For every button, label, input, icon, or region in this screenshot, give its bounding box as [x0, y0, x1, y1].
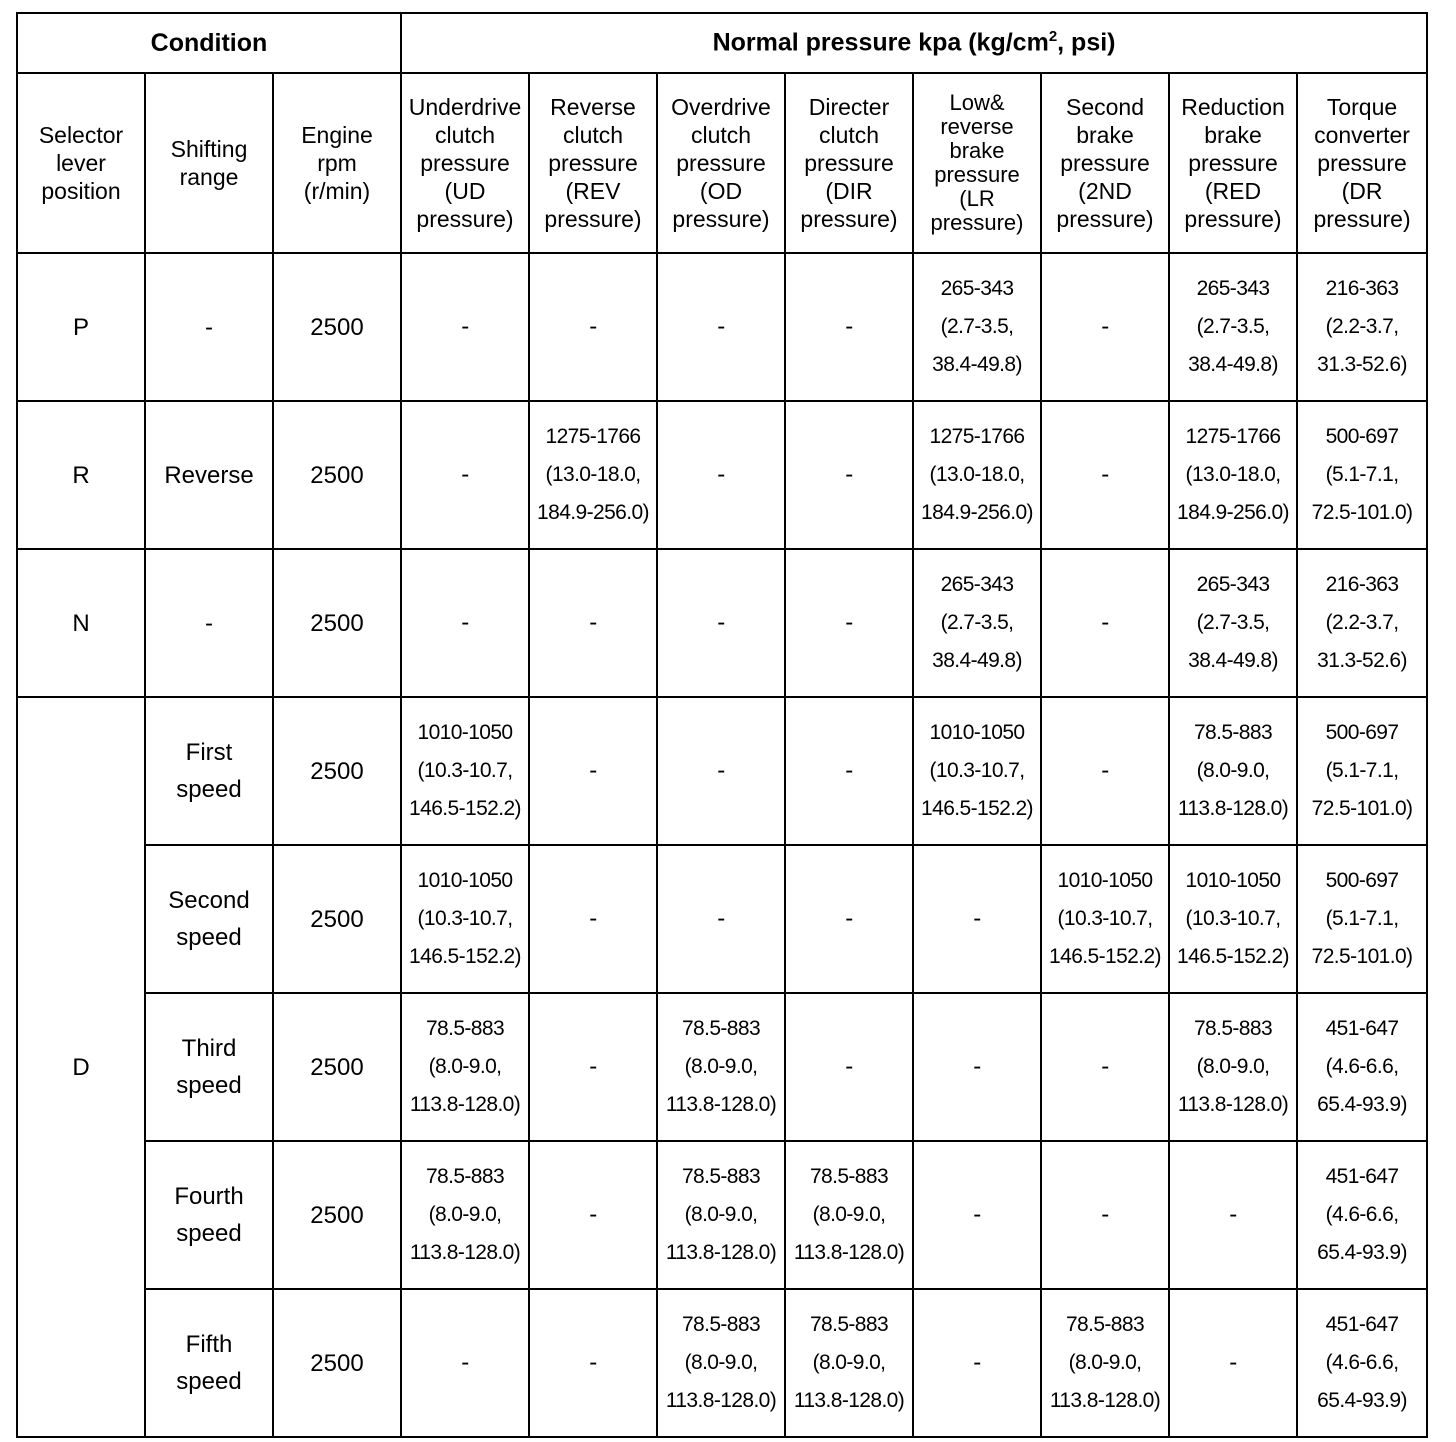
cell-line: (13.0-18.0,	[929, 463, 1025, 486]
cell-line: speed	[176, 1072, 242, 1099]
cell-line: lever	[56, 150, 106, 176]
cell-line: (4.6-6.6,	[1325, 1055, 1399, 1078]
cell-line: (2.2-3.7,	[1325, 315, 1399, 338]
rpm-cell: 2500	[273, 253, 401, 401]
cell-line: clutch	[562, 122, 624, 148]
cell-line: clutch	[818, 122, 880, 148]
cell-line: 113.8-128.0)	[665, 1389, 777, 1412]
pressure-header-superscript: 2	[1048, 28, 1058, 46]
cell-line: reverse	[940, 114, 1014, 139]
cell-line: rpm	[317, 150, 357, 176]
column-header-row	[17, 73, 1427, 253]
pressure-group-header	[401, 13, 1427, 73]
cell-line: -	[589, 1201, 597, 1228]
od-pressure-cell	[657, 1289, 785, 1437]
selector-cell: N	[17, 549, 145, 697]
rpm-header	[273, 73, 401, 253]
cell-line: 65.4-93.9)	[1317, 1241, 1407, 1264]
cell-line: (2.7-3.5,	[1196, 315, 1270, 338]
dir-pressure-cell	[785, 697, 913, 845]
cell-line: 265-343	[1196, 277, 1270, 300]
red-pressure-cell	[1169, 697, 1297, 845]
cell-line: (2.7-3.5,	[1196, 611, 1270, 634]
pressure-header-prefix: Normal pressure kpa (kg/cm	[712, 28, 1049, 57]
cell-line: 265-343	[940, 277, 1014, 300]
cell-line: -	[845, 313, 853, 340]
lr-pressure-cell	[913, 1289, 1041, 1437]
cell-line: range	[179, 164, 239, 190]
cell-line: (5.1-7.1,	[1325, 907, 1399, 930]
2nd-pressure-cell	[1041, 1289, 1169, 1437]
cell-line: -	[717, 905, 725, 932]
cell-line: -	[461, 313, 469, 340]
cell-line: speed	[176, 776, 242, 803]
red-pressure-cell	[1169, 1141, 1297, 1289]
table-row	[17, 253, 1427, 401]
cell-line: (13.0-18.0,	[545, 463, 641, 486]
red-pressure-cell	[1169, 993, 1297, 1141]
cell-line: (10.3-10.7,	[417, 907, 513, 930]
cell-line: pressure)	[800, 206, 898, 232]
2nd-pressure-cell	[1041, 1141, 1169, 1289]
dir-pressure-cell	[785, 1141, 913, 1289]
cell-line: (2.7-3.5,	[940, 315, 1014, 338]
cell-line: pressure)	[1184, 206, 1282, 232]
2nd-pressure-cell	[1041, 401, 1169, 549]
red-pressure-cell	[1169, 549, 1297, 697]
cell-line: pressure)	[1313, 206, 1411, 232]
rev-pressure-cell	[529, 401, 657, 549]
cell-line: -	[717, 757, 725, 784]
ud-pressure-cell	[401, 253, 529, 401]
cell-line: 1010-1050	[929, 721, 1025, 744]
rev-pressure-cell	[529, 845, 657, 993]
lr-pressure-cell	[913, 549, 1041, 697]
cell-line: (2.7-3.5,	[940, 611, 1014, 634]
cell-line: (8.0-9.0,	[684, 1055, 758, 1078]
cell-line: (5.1-7.1,	[1325, 759, 1399, 782]
cell-line: -	[1229, 1201, 1237, 1228]
cell-line: (10.3-10.7,	[1185, 907, 1281, 930]
rev-pressure-cell	[529, 549, 657, 697]
range-cell	[145, 697, 273, 845]
cell-line: (RED	[1204, 178, 1262, 204]
cell-line: 265-343	[940, 573, 1014, 596]
cell-line: pressure)	[930, 210, 1024, 235]
cell-line: brake	[949, 138, 1005, 163]
cell-line: 31.3-52.6)	[1317, 353, 1407, 376]
range-header	[145, 73, 273, 253]
dr-pressure-cell	[1297, 1141, 1427, 1289]
cell-line: -	[1101, 461, 1109, 488]
cell-line: 1010-1050	[1185, 869, 1281, 892]
cell-line: -	[973, 905, 981, 932]
cell-line: 78.5-883	[809, 1313, 889, 1336]
cell-line: 31.3-52.6)	[1317, 649, 1407, 672]
cell-line: 78.5-883	[681, 1313, 761, 1336]
lr-pressure-cell	[913, 845, 1041, 993]
cell-line: 65.4-93.9)	[1317, 1093, 1407, 1116]
range-cell	[145, 1141, 273, 1289]
cell-line: -	[461, 609, 469, 636]
selector-cell: D	[17, 697, 145, 1437]
cell-line: (4.6-6.6,	[1325, 1351, 1399, 1374]
2nd-pressure-cell	[1041, 697, 1169, 845]
cell-line: -	[717, 461, 725, 488]
cell-line: pressure)	[416, 206, 514, 232]
cell-line: pressure	[420, 150, 510, 176]
cell-line: -	[717, 609, 725, 636]
cell-line: pressure	[676, 150, 766, 176]
rpm-cell: 2500	[273, 697, 401, 845]
cell-line: 265-343	[1196, 573, 1270, 596]
cell-line: 38.4-49.8)	[932, 353, 1022, 376]
rpm-cell: 2500	[273, 549, 401, 697]
cell-line: 1275-1766	[545, 425, 641, 448]
dr-pressure-cell	[1297, 845, 1427, 993]
cell-line: (10.3-10.7,	[1057, 907, 1153, 930]
cell-line: (8.0-9.0,	[1196, 1055, 1270, 1078]
cell-line: Third	[181, 1035, 237, 1062]
cell-line: 78.5-883	[425, 1017, 505, 1040]
table-row	[17, 993, 1427, 1141]
cell-line: 146.5-152.2)	[409, 945, 521, 968]
cell-line: pressure	[1060, 150, 1150, 176]
ud-pressure-cell	[401, 845, 529, 993]
cell-line: pressure)	[672, 206, 770, 232]
rev-header	[529, 73, 657, 253]
rpm-cell: 2500	[273, 993, 401, 1141]
condition-group-header: Condition	[17, 13, 401, 73]
pressure-header-suffix: , psi)	[1057, 28, 1116, 57]
cell-line: -	[205, 609, 213, 637]
cell-line: clutch	[434, 122, 496, 148]
red-pressure-cell	[1169, 1289, 1297, 1437]
cell-line: -	[1101, 1053, 1109, 1080]
2nd-pressure-cell	[1041, 549, 1169, 697]
cell-line: -	[1101, 609, 1109, 636]
cell-line: pressure	[1317, 150, 1407, 176]
cell-line: Low&	[949, 90, 1005, 115]
dir-pressure-cell	[785, 549, 913, 697]
cell-line: Underdrive	[408, 94, 522, 120]
table-row	[17, 697, 1427, 845]
dir-pressure-cell	[785, 1289, 913, 1437]
cell-line: -	[589, 905, 597, 932]
rev-pressure-cell	[529, 1141, 657, 1289]
rev-pressure-cell	[529, 1289, 657, 1437]
cell-line: 113.8-128.0)	[665, 1241, 777, 1264]
ud-pressure-cell	[401, 993, 529, 1141]
cell-line: -	[589, 757, 597, 784]
cell-line: 113.8-128.0)	[1049, 1389, 1161, 1412]
cell-line: 1010-1050	[417, 869, 513, 892]
cell-line: pressure	[1188, 150, 1278, 176]
rpm-cell: 2500	[273, 401, 401, 549]
red-header	[1169, 73, 1297, 253]
cell-line: (8.0-9.0,	[1196, 759, 1270, 782]
cell-line: (2ND	[1078, 178, 1132, 204]
cell-line: speed	[176, 924, 242, 951]
cell-line: 451-647	[1325, 1017, 1399, 1040]
ud-header	[401, 73, 529, 253]
table-row	[17, 1289, 1427, 1437]
cell-line: (8.0-9.0,	[684, 1351, 758, 1374]
cell-line: (r/min)	[303, 178, 371, 204]
cell-line: -	[1229, 1349, 1237, 1376]
table-body	[17, 253, 1427, 1437]
od-pressure-cell	[657, 253, 785, 401]
cell-line: (2.2-3.7,	[1325, 611, 1399, 634]
cell-line: (8.0-9.0,	[812, 1203, 886, 1226]
lr-pressure-cell	[913, 253, 1041, 401]
cell-line: Selector	[38, 122, 124, 148]
rev-pressure-cell	[529, 993, 657, 1141]
rev-pressure-cell	[529, 697, 657, 845]
cell-line: 1275-1766	[929, 425, 1025, 448]
ud-pressure-cell	[401, 1289, 529, 1437]
cell-line: 184.9-256.0)	[921, 501, 1033, 524]
od-pressure-cell	[657, 1141, 785, 1289]
od-pressure-cell	[657, 845, 785, 993]
cell-line: pressure)	[1056, 206, 1154, 232]
cell-line: 146.5-152.2)	[409, 797, 521, 820]
cell-line: Second	[168, 887, 250, 914]
cell-line: -	[1101, 313, 1109, 340]
rev-pressure-cell	[529, 253, 657, 401]
cell-line: Second	[1065, 94, 1144, 120]
cell-line: Shifting	[170, 136, 248, 162]
cell-line: (4.6-6.6,	[1325, 1203, 1399, 1226]
dr-pressure-cell	[1297, 549, 1427, 697]
cell-line: 500-697	[1325, 869, 1399, 892]
range-cell	[145, 253, 273, 401]
cell-line: (DR	[1341, 178, 1383, 204]
cell-line: (DIR	[825, 178, 873, 204]
lr-header	[913, 73, 1041, 253]
cell-line: (8.0-9.0,	[428, 1203, 502, 1226]
cell-line: 1010-1050	[417, 721, 513, 744]
cell-line: Directer	[808, 94, 890, 120]
cell-line: 184.9-256.0)	[1177, 501, 1289, 524]
cell-line: 113.8-128.0)	[409, 1241, 521, 1264]
cell-line: (8.0-9.0,	[684, 1203, 758, 1226]
dir-pressure-cell	[785, 993, 913, 1141]
range-cell	[145, 549, 273, 697]
cell-line: Reverse	[550, 94, 636, 120]
table-row	[17, 1141, 1427, 1289]
od-pressure-cell	[657, 549, 785, 697]
cell-line: 72.5-101.0)	[1311, 501, 1413, 524]
cell-line: 72.5-101.0)	[1311, 797, 1413, 820]
cell-line: Overdrive	[671, 94, 771, 120]
ud-pressure-cell	[401, 401, 529, 549]
cell-line: 451-647	[1325, 1313, 1399, 1336]
cell-line: First	[185, 739, 233, 766]
cell-line: (OD	[699, 178, 743, 204]
cell-line: 500-697	[1325, 721, 1399, 744]
cell-line: 500-697	[1325, 425, 1399, 448]
lr-pressure-cell	[913, 993, 1041, 1141]
od-pressure-cell	[657, 993, 785, 1141]
cell-line: position	[41, 178, 121, 204]
cell-line: (8.0-9.0,	[1068, 1351, 1142, 1374]
cell-line: 113.8-128.0)	[665, 1093, 777, 1116]
cell-line: 38.4-49.8)	[932, 649, 1022, 672]
cell-line: -	[461, 1349, 469, 1376]
cell-line: 113.8-128.0)	[793, 1389, 905, 1412]
range-cell	[145, 1289, 273, 1437]
cell-line: pressure)	[544, 206, 642, 232]
range-cell	[145, 401, 273, 549]
cell-line: -	[1101, 1201, 1109, 1228]
dir-header	[785, 73, 913, 253]
cell-line: -	[461, 461, 469, 488]
cell-line: 78.5-883	[1193, 1017, 1273, 1040]
cell-line: (13.0-18.0,	[1185, 463, 1281, 486]
cell-line: -	[845, 1053, 853, 1080]
cell-line: Reverse	[164, 461, 254, 489]
lr-pressure-cell	[913, 401, 1041, 549]
cell-line: 146.5-152.2)	[1177, 945, 1289, 968]
2nd-header	[1041, 73, 1169, 253]
dr-pressure-cell	[1297, 1289, 1427, 1437]
table-row	[17, 845, 1427, 993]
cell-line: 78.5-883	[1065, 1313, 1145, 1336]
dir-pressure-cell	[785, 401, 913, 549]
ud-pressure-cell	[401, 697, 529, 845]
selector-cell: P	[17, 253, 145, 401]
cell-line: speed	[176, 1220, 242, 1247]
cell-line: pressure	[934, 162, 1020, 187]
od-pressure-cell	[657, 697, 785, 845]
cell-line: 216-363	[1325, 573, 1399, 596]
cell-line: Engine	[301, 122, 373, 148]
cell-line: 146.5-152.2)	[1049, 945, 1161, 968]
cell-line: Fifth	[185, 1331, 233, 1358]
2nd-pressure-cell	[1041, 993, 1169, 1141]
cell-line: -	[845, 609, 853, 636]
cell-line: 38.4-49.8)	[1188, 649, 1278, 672]
cell-line: (8.0-9.0,	[428, 1055, 502, 1078]
cell-line: 38.4-49.8)	[1188, 353, 1278, 376]
cell-line: 113.8-128.0)	[1177, 797, 1289, 820]
rpm-cell: 2500	[273, 1289, 401, 1437]
cell-line: pressure	[548, 150, 638, 176]
cell-line: 1010-1050	[1057, 869, 1153, 892]
cell-line: 113.8-128.0)	[1177, 1093, 1289, 1116]
cell-line: Torque	[1326, 94, 1398, 120]
cell-line: -	[845, 905, 853, 932]
cell-line: 146.5-152.2)	[921, 797, 1033, 820]
dr-pressure-cell	[1297, 253, 1427, 401]
cell-line: 113.8-128.0)	[409, 1093, 521, 1116]
red-pressure-cell	[1169, 401, 1297, 549]
cell-line: -	[973, 1053, 981, 1080]
ud-pressure-cell	[401, 1141, 529, 1289]
cell-line: -	[589, 1053, 597, 1080]
range-cell	[145, 993, 273, 1141]
cell-line: (LR	[959, 186, 995, 211]
cell-line: (8.0-9.0,	[812, 1351, 886, 1374]
cell-line: 65.4-93.9)	[1317, 1389, 1407, 1412]
cell-line: 184.9-256.0)	[537, 501, 649, 524]
red-pressure-cell	[1169, 253, 1297, 401]
cell-line: 451-647	[1325, 1165, 1399, 1188]
dr-pressure-cell	[1297, 401, 1427, 549]
cell-line: brake	[1076, 122, 1134, 148]
group-header-row	[17, 13, 1427, 73]
cell-line: -	[205, 313, 213, 341]
cell-line: 78.5-883	[681, 1165, 761, 1188]
dr-pressure-cell	[1297, 697, 1427, 845]
cell-line: -	[845, 757, 853, 784]
cell-line: 216-363	[1325, 277, 1399, 300]
pressure-table	[16, 12, 1428, 1438]
dir-pressure-cell	[785, 253, 913, 401]
cell-line: (5.1-7.1,	[1325, 463, 1399, 486]
cell-line: -	[973, 1349, 981, 1376]
cell-line: 113.8-128.0)	[793, 1241, 905, 1264]
table-row	[17, 401, 1427, 549]
red-pressure-cell	[1169, 845, 1297, 993]
dir-pressure-cell	[785, 845, 913, 993]
cell-line: (10.3-10.7,	[929, 759, 1025, 782]
lr-pressure-cell	[913, 697, 1041, 845]
rpm-cell: 2500	[273, 845, 401, 993]
cell-line: -	[845, 461, 853, 488]
ud-pressure-cell	[401, 549, 529, 697]
rpm-cell: 2500	[273, 1141, 401, 1289]
cell-line: -	[973, 1201, 981, 1228]
cell-line: 78.5-883	[425, 1165, 505, 1188]
2nd-pressure-cell	[1041, 845, 1169, 993]
cell-line: -	[1101, 757, 1109, 784]
cell-line: converter	[1314, 122, 1410, 148]
cell-line: clutch	[690, 122, 752, 148]
range-cell	[145, 845, 273, 993]
selector-header	[17, 73, 145, 253]
cell-line: Fourth	[174, 1183, 244, 1210]
cell-line: 78.5-883	[809, 1165, 889, 1188]
cell-line: -	[717, 313, 725, 340]
cell-line: brake	[1204, 122, 1262, 148]
dr-header	[1297, 73, 1427, 253]
selector-cell: R	[17, 401, 145, 549]
table-row	[17, 549, 1427, 697]
lr-pressure-cell	[913, 1141, 1041, 1289]
od-pressure-cell	[657, 401, 785, 549]
cell-line: (REV	[565, 178, 621, 204]
cell-line: (10.3-10.7,	[417, 759, 513, 782]
cell-line: (UD	[444, 178, 486, 204]
cell-line: speed	[176, 1368, 242, 1395]
cell-line: 78.5-883	[681, 1017, 761, 1040]
cell-line: 1275-1766	[1185, 425, 1281, 448]
od-header	[657, 73, 785, 253]
cell-line: 72.5-101.0)	[1311, 945, 1413, 968]
cell-line: Reduction	[1181, 94, 1285, 120]
cell-line: pressure	[804, 150, 894, 176]
2nd-pressure-cell	[1041, 253, 1169, 401]
cell-line: -	[589, 313, 597, 340]
cell-line: 78.5-883	[1193, 721, 1273, 744]
cell-line: -	[589, 1349, 597, 1376]
dr-pressure-cell	[1297, 993, 1427, 1141]
cell-line: -	[589, 609, 597, 636]
